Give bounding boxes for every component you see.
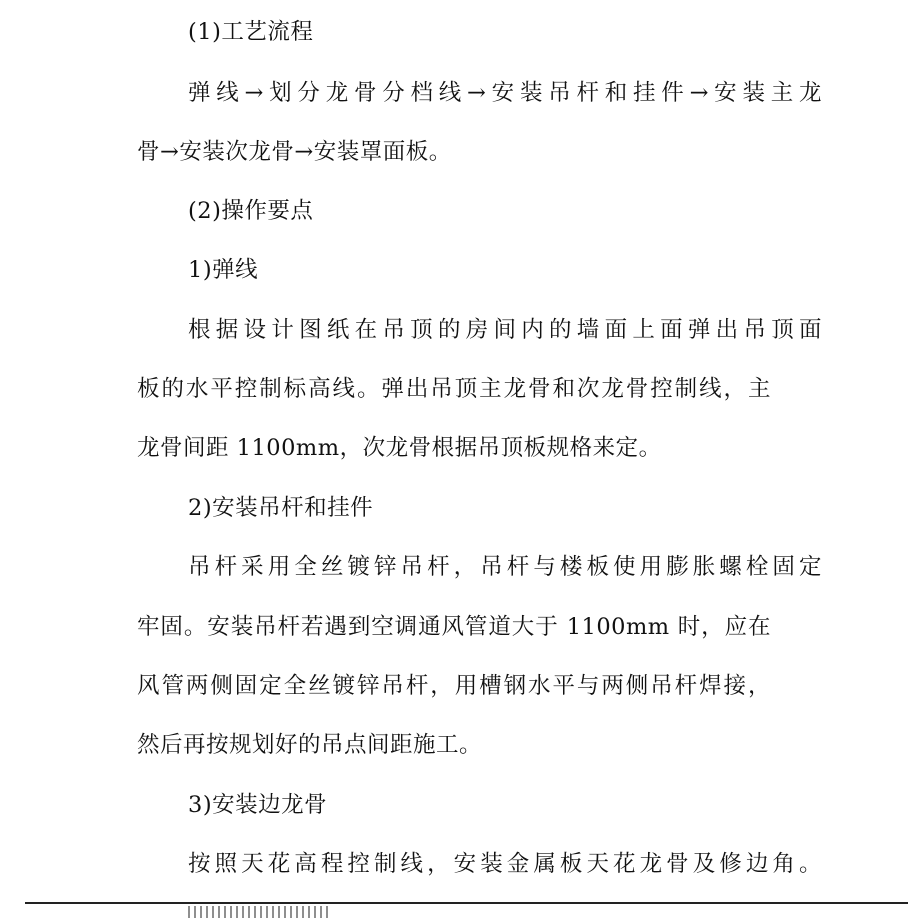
page-bottom-rule <box>25 902 908 904</box>
paragraph-line: 骨→安装次龙骨→安装罩面板。 <box>137 139 452 165</box>
heading-operation-points: (2)操作要点 <box>188 198 314 224</box>
subheading-install-hangers: 2)安装吊杆和挂件 <box>188 495 374 521</box>
paragraph-line: 弹线→划分龙骨分档线→安装吊杆和挂件→安装主龙 <box>188 80 822 106</box>
paragraph-line: 风管两侧固定全丝镀锌吊杆，用槽钢水平与两侧吊杆焊接， <box>137 673 771 699</box>
paragraph-line: 吊杆采用全丝镀锌吊杆，吊杆与楼板使用膨胀螺栓固定 <box>188 554 822 580</box>
subheading-install-edge-keel: 3)安装边龙骨 <box>188 792 328 818</box>
paragraph-line: 牢固。安装吊杆若遇到空调通风管道大于 1100mm 时，应在 <box>137 614 771 640</box>
paragraph-line: 然后再按规划好的吊点间距施工。 <box>137 732 483 758</box>
paragraph-line: 板的水平控制标高线。弹出吊顶主龙骨和次龙骨控制线，主 <box>137 376 771 402</box>
paragraph-line: 龙骨间距 1100mm，次龙骨根据吊顶板规格来定。 <box>137 435 662 461</box>
paragraph-line: 根据设计图纸在吊顶的房间内的墙面上面弹出吊顶面 <box>188 317 822 343</box>
heading-process-flow: (1)工艺流程 <box>188 19 314 45</box>
paragraph-line: 按照天花高程控制线，安装金属板天花龙骨及修边角。 <box>188 851 822 877</box>
subheading-snap-line: 1)弹线 <box>188 257 259 283</box>
clipped-next-line <box>188 906 328 918</box>
